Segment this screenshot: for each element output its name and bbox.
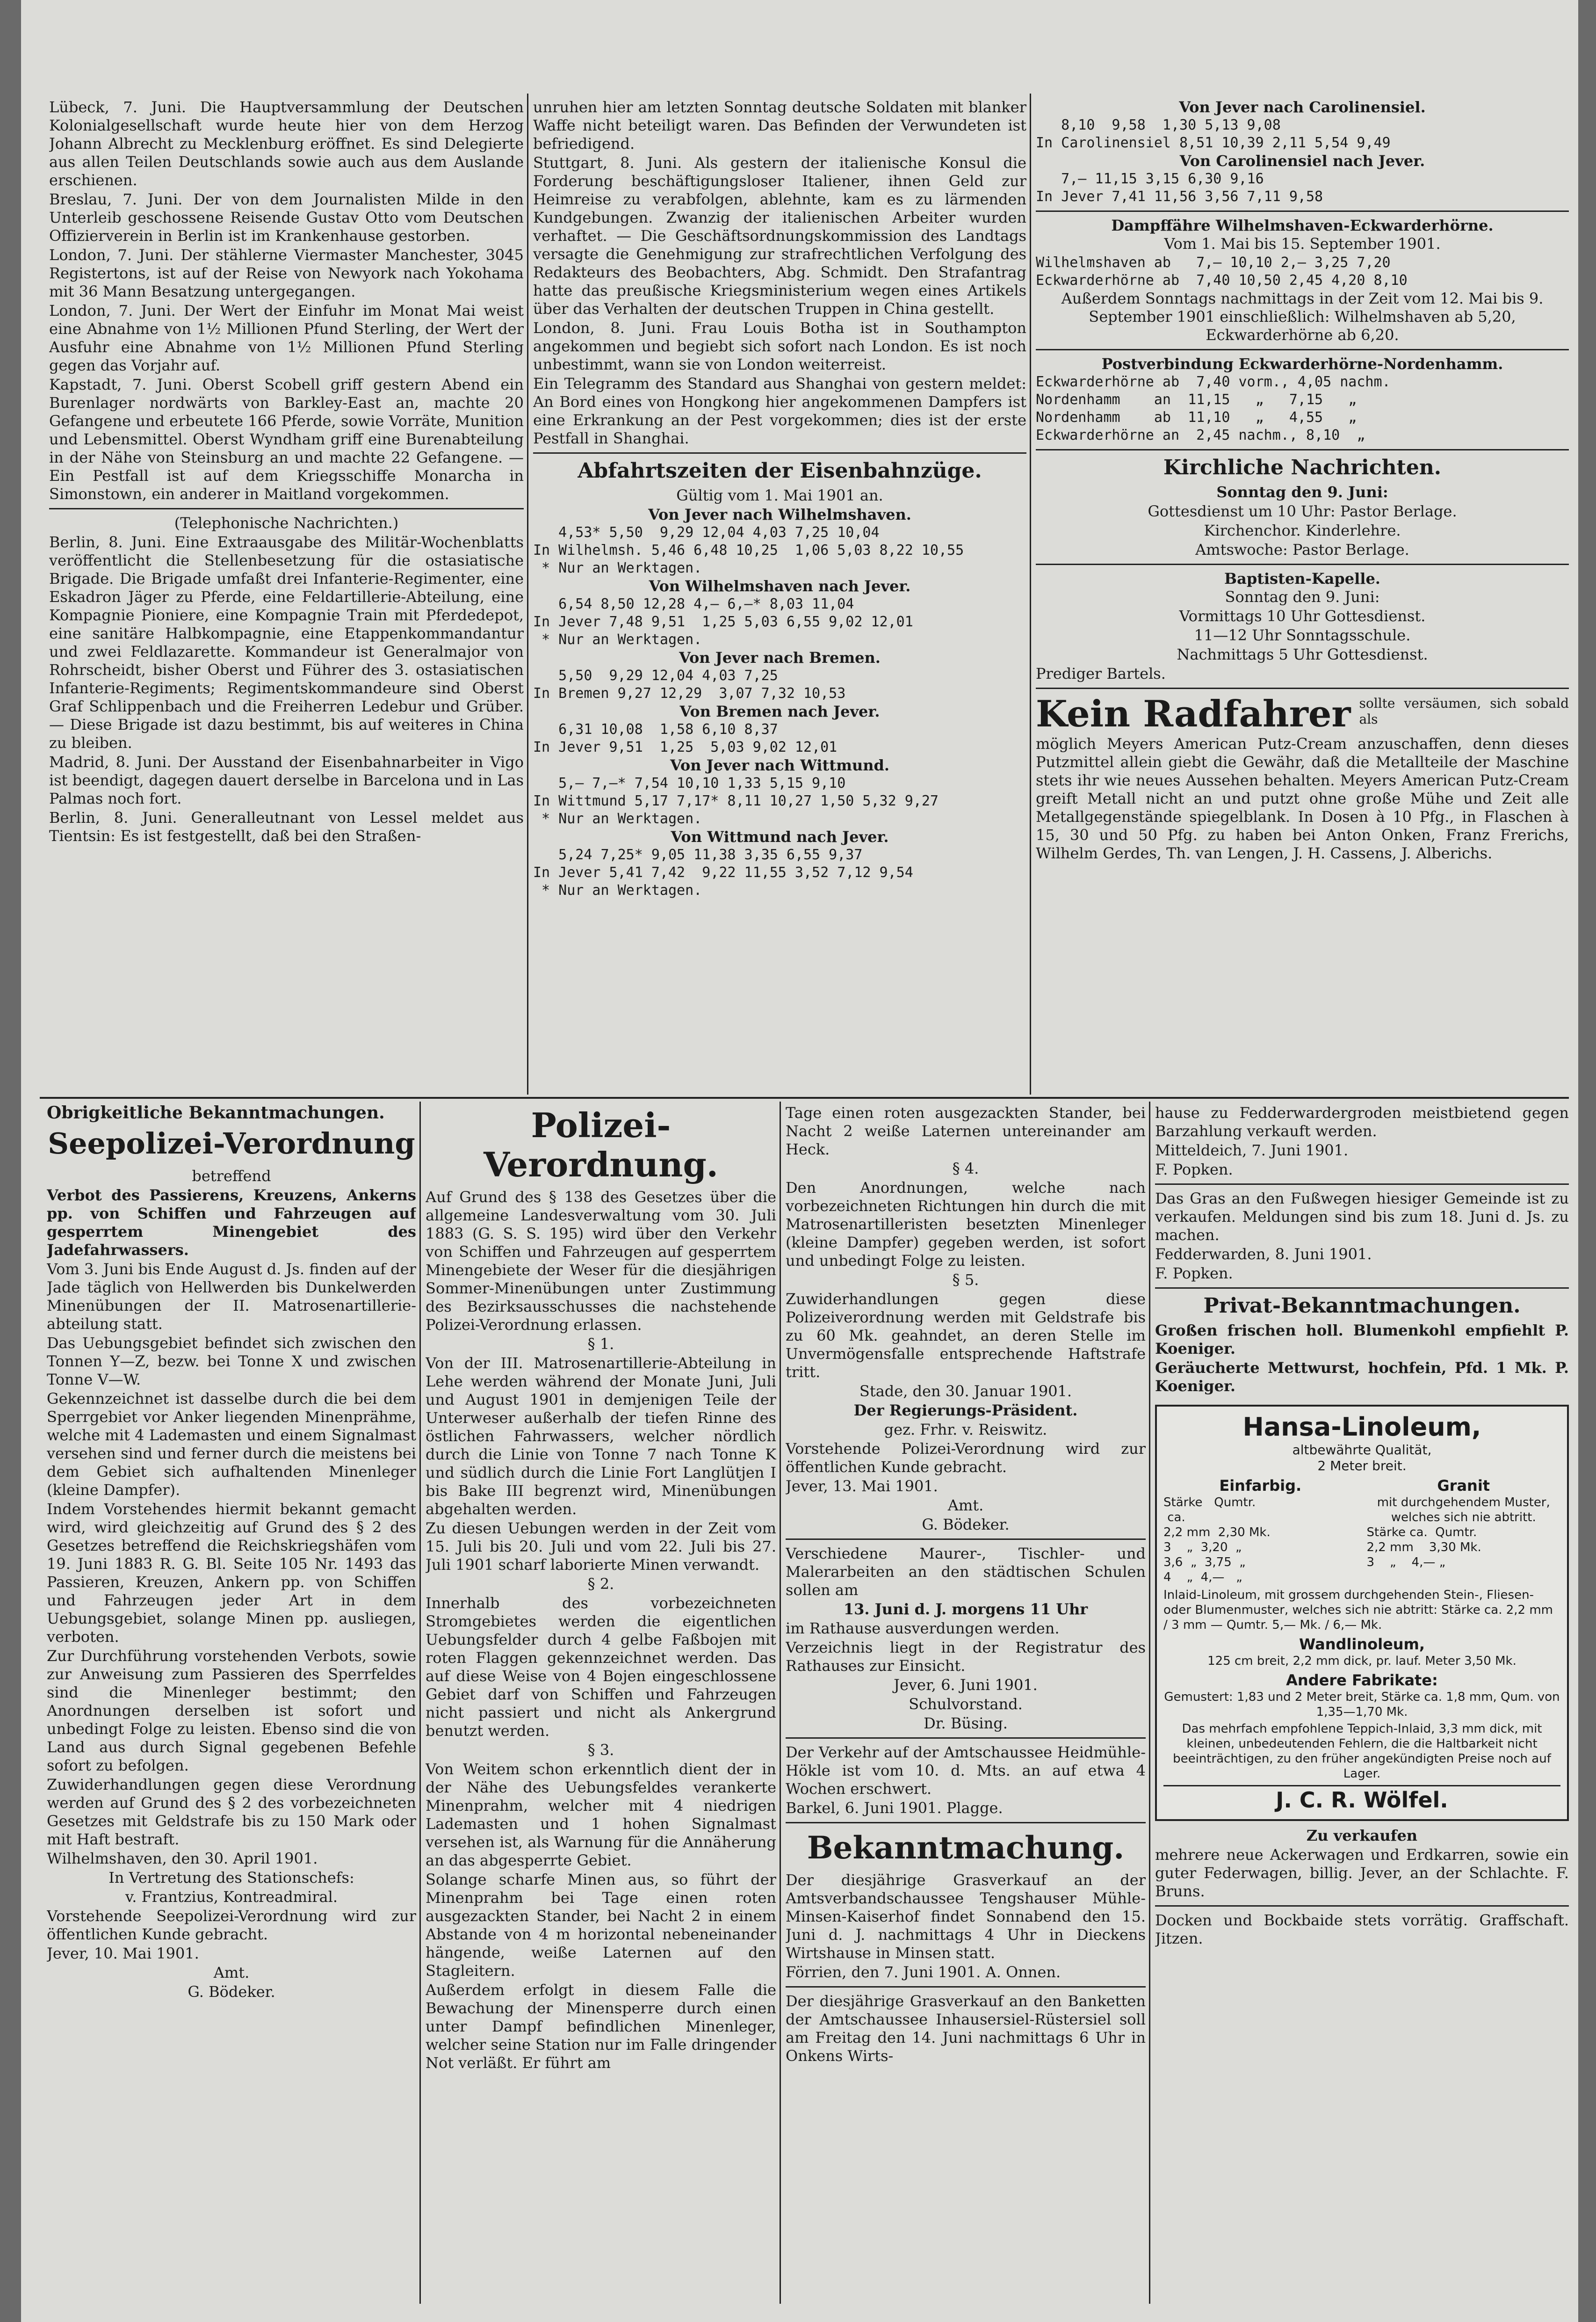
news-london-3: London, 8. Juni. Frau Louis Botha ist in Southampton angekommen und begiebt sich sofort nach London. Es ist noch unbestimmt, wann sie von London weiterreist. <box>533 319 1026 373</box>
train-route-title: Von Jever nach Bremen. <box>679 649 881 667</box>
school-works-jever: Jever, 6. Juni 1901. <box>894 1676 1038 1694</box>
train-route-times: 5,24 7,25* 9,05 11,38 3,35 6,55 9,37 <box>533 847 863 863</box>
ad-hansa-linoleum <box>1155 1405 1569 1821</box>
news-telegram: Ein Telegramm des Standard aus Shanghai von gestern meldet: An Bord eines von Hongkong hier angekommenen Dampfers ist eine Erkrankung an der Pest vorgekommen; dies ist der erste Pestfall in Shanghai. <box>533 375 1026 447</box>
fedderwarden-notice: hause zu Fedderwardergroden meistbietend gegen Barzahlung verkauft werden. <box>1155 1104 1569 1140</box>
carolinensiel-route-times: 7,— 11,15 3,15 6,30 9,16 <box>1036 171 1264 187</box>
train-route-title: Von Wilhelmshaven nach Jever. <box>649 577 911 595</box>
church-week: Amtswoche: Pastor Berlage. <box>1195 541 1409 559</box>
news-continued: unruhen hier am letzten Sonntag deutsche Soldaten mit blanker Waffe nicht beteiligt waren. Das Befinden der Verwundeten ist befriedigend. <box>533 98 1026 152</box>
divider <box>1036 449 1569 450</box>
seepolizei-amt: Amt. <box>213 1964 250 1981</box>
column-rule <box>1149 1102 1150 2304</box>
school-works-p3: Verzeichnis liegt in der Registratur des Rathauses zur Einsicht. <box>786 1639 1146 1675</box>
divider <box>1155 1183 1569 1185</box>
private-ads-title: Privat-Bekanntmachungen. <box>1203 1294 1521 1318</box>
divider <box>1155 1287 1569 1289</box>
train-route-times: 5,— 7,—* 7,54 10,10 1,33 5,15 9,10 <box>533 775 846 791</box>
train-route-times: In Wilhelmsh. 5,46 6,48 10,25 1,06 5,03 8,22 10,55 <box>533 542 964 559</box>
seepolizei-column <box>47 1104 416 2301</box>
divider <box>1036 564 1569 565</box>
grass-paths-signer: F. Popken. <box>1155 1264 1233 1282</box>
hansa-einfarbig-table: Stärke Qumtr. ca. 2,2 mm 2,30 Mk. 3 „ 3,20 „ 3,6 „ 3,75 „ 4 „ 4,— „ <box>1163 1495 1271 1584</box>
ferry-sunday-note: Außerdem Sonntags nachmittags in der Zeit vom 12. Mai bis 9. September 1901 einschließlich: Wilhelmshaven ab 5,20, Eckwarderhörne ab 6,20. <box>1061 290 1544 344</box>
news-berlin-1: Berlin, 8. Juni. Eine Extraausgabe des Militär-Wochenblatts veröffentlicht die Stellenbesetzung für die ostasiatische Brigade. Die Brigade umfaßt drei Infanterie-Regimenter, eine Eskadron Jäger zu Pferde, eine Feldartillerie-Abteilung, eine Kompagnie Pioniere, eine Kompagnie Train mit Pferdedepot, eine sanitäre Halbkompagnie, eine Etappenkommandantur und zwei Feldlazarette. Kommandeur ist Generalmajor von Rohrscheidt, bisher Oberst und Führer des 3. ostasiatischen Infanterie-Regiments; Regimentskommandeure sind Oberst Graf Schlippenbach und die Freiherren Ledebur und Grüber. — Diese Brigade ist dazu bestimmt, bis auf weiteres in China zu bleiben. <box>49 533 524 752</box>
polizei-p2: Innerhalb des vorbezeichneten Stromgebietes werden die eigentlichen Uebungsfelder durch 4 gelbe Faßbojen mit roten Flaggen gekennzeichnet werden. Das auf diese Weise von 4 Bojen eingeschlossene Gebiet darf von Schiffen und Fahrzeugen nicht passiert und nicht als Ankergrund benutzt werden. <box>426 1594 776 1740</box>
fedderwarden-signer: F. Popken. <box>1155 1161 1233 1178</box>
seepolizei-ban: Verbot des Passierens, Kreuzens, Ankerns pp. von Schiffen und Fahrzeugen auf gesperrtem Minengebiet des Jadefahrwassers. <box>47 1186 416 1259</box>
seepolizei-bodeker: G. Bödeker. <box>188 1983 275 2001</box>
polizei-p4: Den Anordnungen, welche nach vorbezeichneten Richtungen hin durch die mit Matrosenartilleristen besetzten Minenleger (kleine Dampfer) gegeben werden, ist sofort und unbedingt Folge zu leisten. <box>786 1179 1146 1270</box>
train-route-times: * Nur an Werktagen. <box>533 882 702 899</box>
polizei-p3c: Außerdem erfolgt in diesem Falle die Bewachung der Minensperre durch einen unter Dampf befindlichen Minenleger, welcher seine Station nur im Falle dringender Not verläßt. Er führt am <box>426 1981 776 2072</box>
divider <box>786 1538 1146 1540</box>
train-routes <box>533 506 1026 900</box>
polizei-s4: § 4. <box>952 1160 979 1177</box>
hansa-granit-label: Granit <box>1437 1477 1490 1495</box>
polizei-p5: Zuwiderhandlungen gegen diese Polizeiverordnung werden mit Geldstrafe bis zu 60 Mk. geahndet, an deren Stelle im Unvermögensfalle entsprechende Haftstrafe tritt. <box>786 1290 1146 1381</box>
ad-sausage: Geräucherte Mettwurst, hochfein, Pfd. 1 Mk. P. Koeniger. <box>1155 1359 1569 1395</box>
for-sale-text: mehrere neue Ackerwagen und Erdkarren, sowie ein guter Federwagen, billig. Jever, an der Schlachte. F. Bruns. <box>1155 1846 1569 1900</box>
train-route-times: * Nur an Werktagen. <box>533 631 702 648</box>
hansa-subtitle: altbewährte Qualität, <box>1292 1442 1432 1458</box>
train-route-times: In Jever 9,51 1,25 5,03 9,02 12,01 <box>533 739 838 755</box>
carolinensiel-route-times: 8,10 9,58 1,30 5,13 9,08 <box>1036 117 1281 133</box>
train-route-title: Von Bremen nach Jever. <box>679 703 880 720</box>
hansa-merchant: J. C. R. Wölfel. <box>1163 1785 1560 1814</box>
church-title: Kirchliche Nachrichten. <box>1163 456 1442 479</box>
traffic-notice: Der Verkehr auf der Amtschaussee Heidmühle-Hökle ist vom 10. d. Mts. an auf etwa 4 Wochen erschwert. <box>786 1743 1146 1798</box>
hansa-width: 2 Meter breit. <box>1317 1458 1407 1473</box>
baptist-date: Sonntag den 9. Juni: <box>1225 588 1380 606</box>
ferry-times: Wilhelmshaven ab 7,— 10,10 2,— 3,25 7,20 Eckwarderhörne ab 7,40 10,50 2,45 4,20 8,10 <box>1036 254 1408 289</box>
news-madrid: Madrid, 8. Juni. Der Ausstand der Eisenbahnarbeiter in Vigo ist beendigt, dagegen dauert derselbe in Barcelona und in Las Palmas noch fort. <box>49 753 524 807</box>
hansa-einfarbig-label: Einfarbig. <box>1219 1477 1302 1495</box>
polizei-date: Stade, den 30. Januar 1901. <box>859 1382 1072 1400</box>
polizei-s2: § 2. <box>587 1575 614 1593</box>
scan-left-edge <box>0 0 21 2322</box>
polizei-jever: Jever, 13. Mai 1901. <box>786 1477 938 1495</box>
polizei-s1: § 1. <box>587 1335 614 1353</box>
baptist-afternoon: Nachmittags 5 Uhr Gottesdienst. <box>1177 646 1428 663</box>
official-notices-heading: Obrigkeitliche Bekanntmachungen. <box>47 1104 385 1123</box>
divider <box>1155 1905 1569 1907</box>
train-route-times: 4,53* 5,50 9,29 12,04 4,03 7,25 10,04 <box>533 524 880 541</box>
news-luebeck: Lübeck, 7. Juni. Die Hauptversammlung der Deutschen Kolonialgesellschaft wurde heute hier von dem Herzog Johann Albrecht zu Mecklenburg eröffnet. Es sind Delegierte aus allen Teilen Deutschlands sowie auch aus dem Auslande erschienen. <box>49 98 524 189</box>
church-sunday: Sonntag den 9. Juni: <box>1216 483 1388 501</box>
polizei-column <box>426 1104 776 2301</box>
baptist-sunday-school: 11—12 Uhr Sonntagsschule. <box>1194 626 1411 644</box>
divider <box>786 1822 1146 1823</box>
news-column-middle <box>533 98 1026 1095</box>
divider <box>49 508 524 509</box>
polizei-publication: Vorstehende Polizei-Verordnung wird zur öffentlichen Kunde gebracht. <box>786 1440 1146 1476</box>
divider <box>1036 210 1569 212</box>
hansa-wandlinoleum-label: Wandlinoleum, <box>1299 1635 1425 1653</box>
news-breslau: Breslau, 7. Juni. Der von dem Journalisten Milde in den Unterleib geschossene Reisende Gustav Otto vom Deutschen Offizierverein in Berlin ist im Krankenhause gestorben. <box>49 190 524 245</box>
ad-kein-radfahrer-headline: Kein Radfahrer <box>1036 693 1351 735</box>
news-column-left <box>49 98 524 1095</box>
train-route-times: In Bremen 9,27 12,29 3,07 7,32 10,53 <box>533 685 846 702</box>
train-route-times: * Nur an Werktagen. <box>533 811 702 827</box>
baptist-title: Baptisten-Kapelle. <box>1224 570 1380 588</box>
traffic-signature: Barkel, 6. Juni 1901. Plagge. <box>786 1799 1003 1817</box>
polizei-p1b: Zu diesen Uebungen werden in der Zeit vom 15. Juli bis 20. Juli und vom 22. Juli bis 27. Juli 1901 scharf laborierte Minen verwandt. <box>426 1519 776 1574</box>
ad-kein-radfahrer-intro: sollte versäumen, sich sobald als <box>1359 696 1569 727</box>
polizei-title: Polizei-Verordnung. <box>484 1105 718 1184</box>
hansa-wandlinoleum-desc: 125 cm breit, 2,2 mm dick, pr. lauf. Meter 3,50 Mk. <box>1207 1654 1517 1668</box>
ad-cauliflower: Großen frischen holl. Blumenkohl empfiehlt P. Koeniger. <box>1155 1321 1569 1357</box>
ferry-title: Dampffähre Wilhelmshaven-Eckwarderhörne. <box>1111 217 1494 234</box>
baptist-preacher: Prediger Bartels. <box>1036 665 1166 682</box>
train-route-times: In Jever 5,41 7,42 9,22 11,55 3,52 7,12 9,54 <box>533 864 913 881</box>
news-london-1: London, 7. Juni. Der stählerne Viermaster Manchester, 3045 Registertons, ist auf der Reise von Newyork nach Yokohama mit 36 Mann Besatzung untergegangen. <box>49 246 524 300</box>
train-route-title: Von Jever nach Wilhelmshaven. <box>648 506 911 523</box>
seepolizei-place: Wilhelmshaven, den 30. April 1901. <box>47 1850 318 1867</box>
notices-column <box>786 1104 1146 2301</box>
school-works-board: Schulvorstand. <box>909 1695 1023 1713</box>
train-route-times: * Nur an Werktagen. <box>533 560 702 576</box>
church-service: Gottesdienst um 10 Uhr: Pastor Berlage. <box>1148 502 1457 520</box>
polizei-continued: Tage einen roten ausgezackten Stander, bei Nacht 2 weiße Laternen untereinander am Heck. <box>786 1104 1146 1158</box>
polizei-president: Der Regierungs-Präsident. <box>853 1401 1078 1419</box>
polizei-s5: § 5. <box>952 1271 979 1289</box>
school-works-date: 13. Juni d. J. morgens 11 Uhr <box>843 1600 1088 1618</box>
announcement-title: Bekanntmachung. <box>807 1829 1125 1866</box>
post-times: Eckwarderhörne ab 7,40 vorm., 4,05 nachm. Nordenhamm an 11,15 „ 7,15 „ Nordenhamm ab 11,10 „ 4,55 „ Eckwarderhörne an 2,45 nachm., 8,10 „ <box>1036 374 1391 443</box>
hansa-teppich: Das mehrfach empfohlene Teppich-Inlaid, 3,3 mm dick, mit kleinen, unbedeutenden Fehlern, die die Haltbarkeit nicht beeinträchtigen, zu den früher angekündigten Preise noch auf Lager. <box>1173 1722 1551 1781</box>
hansa-granit-desc: mit durchgehendem Muster, welches sich nie abtritt. <box>1377 1495 1550 1524</box>
seepolizei-deputy: In Vertretung des Stationschefs: <box>108 1869 354 1887</box>
seepolizei-title: Seepolizei-Verordnung <box>48 1126 415 1161</box>
divider <box>1036 349 1569 350</box>
seepolizei-p3: Gekennzeichnet ist dasselbe durch die bei dem Sperrgebiet vor Anker liegenden Minenprähme, welche mit 4 Lademasten und einem Signalmast versehen sind und ferner durch die meistens bei dem Gebiet sich aufhaltenden Minenleger (kleine Dampfer). <box>47 1390 416 1499</box>
news-stuttgart: Stuttgart, 8. Juni. Als gestern der italienische Konsul die Forderung beschäftigungsloser Italiener, ihnen Geld zur Heimreise zu verabfolgen, ablehnte, kam es zu lärmenden Kundgebungen. Zwanzig der italienischen Arbeiter wurden verhaftet. — Die Geschäftsordnungskommission des Landtags versagte die Genehmigung zur strafrechtlichen Verfolgung des Redakteurs des Beobachters, Abg. Schmidt. Den Strafantrag hatte das preußische Kriegsministerium wegen eines Artikels über das Verhalten der deutschen Truppen in China gestellt. <box>533 154 1026 318</box>
column-rule <box>1030 94 1031 1095</box>
news-kapstadt: Kapstadt, 7. Juni. Oberst Scobell griff gestern Abend ein Burenlager nordwärts von Barkley-East an, machte 20 Gefangene und erbeutete 166 Pferde, sowie Vorräte, Munition und Lebensmittel. Oberst Wyndham griff eine Burenabteilung in der Nähe von Steinsburg an und machte 22 Gefangene. — Ein Pestfall ist auf dem Kriegsschiffe Monarcha in Simonstown, ein anderer in Maitland vorgekommen. <box>49 376 524 503</box>
ferry-column <box>1036 98 1569 1095</box>
seepolizei-p5: Zur Durchführung vorstehenden Verbots, sowie zur Anweisung zum Passieren des Sperrfeldes sind die Minenleger bestimmt; den Anordnungen derselben ist sofort und unbedingt Folge zu leisten. Ebenso sind die von Land aus durch Signal gegebenen Befehle sofort zu befolgen. <box>47 1647 416 1774</box>
hansa-granit-table: Stärke ca. Qumtr. 2,2 mm 3,30 Mk. 3 „ 4,— „ <box>1366 1525 1481 1569</box>
grass-sale-text: Der diesjährige Grasverkauf an der Amtsverbandschaussee Tengshauser Mühle-Minsen-Kaiserhof findet Sonnabend den 15. Juni d. J. nachmittags 4 Uhr in Dieckens Wirtshause in Minsen statt. <box>786 1871 1146 1962</box>
seepolizei-jever: Jever, 10. Mai 1901. <box>47 1945 199 1962</box>
seepolizei-p2: Das Uebungsgebiet befindet sich zwischen den Tonnen Y—Z, bezw. bei Tonne X und zwischen Tonne V—W. <box>47 1334 416 1388</box>
school-works-p1: Verschiedene Maurer-, Tischler- und Malerarbeiten an den städtischen Schulen sollen am <box>786 1545 1146 1599</box>
school-works-p2: im Rathause ausverdungen werden. <box>786 1619 1060 1637</box>
grass-sale-signature: Förrien, den 7. Juni 1901. A. Onnen. <box>786 1963 1061 1981</box>
carolinensiel-route-title: Von Carolinensiel nach Jever. <box>1179 152 1425 170</box>
seepolizei-publication: Vorstehende Seepolizei-Verordnung wird zur öffentlichen Kunde gebracht. <box>47 1907 416 1943</box>
polizei-preamble: Auf Grund des § 138 des Gesetzes über die allgemeine Landesverwaltung vom 30. Juli 1883 (G. S. S. 195) wird über den Verkehr von Schiffen und Fahrzeugen auf gesperrtem Minengebiete der Weser für die diesjährigen Sommer-Minenübungen unter Zustimmung des Bezirksausschusses die nachstehende Polizei-Verordnung erlassen. <box>426 1188 776 1334</box>
train-route-times: In Jever 7,48 9,51 1,25 5,03 6,55 9,02 12,01 <box>533 614 913 630</box>
carolinensiel-route-times: In Carolinensiel 8,51 10,39 2,11 5,54 9,49 <box>1036 135 1391 151</box>
grass-count-text: Der diesjährige Grasverkauf an den Banketten der Amtschaussee Inhausersiel-Rüstersiel soll am Freitag den 14. Juni nachmittags 6 Uhr in Onkens Wirts- <box>786 1992 1146 2065</box>
baptist-morning: Vormittags 10 Uhr Gottesdienst. <box>1179 607 1426 625</box>
train-timetable-title: Abfahrtszeiten der Eisenbahnzüge. <box>578 459 982 483</box>
polizei-p3: Von Weitem schon erkenntlich dient der in der Nähe des Uebungsfeldes verankerte Minenprahm, welcher mit 4 niedrigen Lademasten und 1 hohen Signalmast versehen ist, als Warnung für die Annäherung an das abgesperrte Gebiet. <box>426 1760 776 1869</box>
seepolizei-p4: Indem Vorstehendes hiermit bekannt gemacht wird, wird gleichzeitig auf Grund des § 2 des Gesetzes betreffend die Reichskriegshäfen vom 19. Juni 1883 R. G. Bl. Seite 105 Nr. 1493 das Passieren, Kreuzen, Ankern pp. von Schiffen und Fahrzeugen jeder Art in dem Uebungsgebiet, solange Minen pp. ausliegen, verboten. <box>47 1500 416 1646</box>
divider <box>786 1986 1146 1988</box>
hansa-other-desc: Gemustert: 1,83 und 2 Meter breit, Stärke ca. 1,8 mm, Qum. von 1,35—1,70 Mk. <box>1164 1690 1560 1719</box>
ferry-routes <box>1036 98 1569 206</box>
hansa-inlaid: Inlaid-Linoleum, mit grossem durchgehenden Stein-, Fliesen- oder Blumenmuster, welches sich nie abtritt: Stärke ca. 2,2 mm / 3 mm — Qumtr. 5,— Mk. / 6,— Mk. <box>1163 1588 1553 1632</box>
school-works-signer: Dr. Büsing. <box>924 1714 1008 1732</box>
hansa-title: Hansa-Linoleum, <box>1242 1412 1481 1442</box>
church-choir: Kirchenchor. Kinderlehre. <box>1204 522 1401 539</box>
ferry-period: Vom 1. Mai bis 15. September 1901. <box>1164 235 1441 253</box>
news-berlin-2: Berlin, 8. Juni. Generalleutnant von Lessel meldet aus Tientsin: Es ist festgestellt, daß bei den Straßen- <box>49 809 524 845</box>
post-connection-title: Postverbindung Eckwarderhörne-Nordenhamm. <box>1101 355 1503 373</box>
ad-kein-radfahrer-body: möglich Meyers American Putz-Cream anzuschaffen, denn dieses Putzmittel allein giebt die Gewähr, daß die Metallteile der Maschine stets ihr wie neues Aussehen behalten. Meyers American Putz-Cream greift Metall nicht an und putzt ohne große Mühe und Zeit alle Metallgegenstände spiegelblank. In Dosen à 10 Pfg., in Flaschen à 15, 30 und 50 Pfg. zu haben bei Anton Onken, Franz Frerichs, Wilhelm Gerdes, Th. van Lengen, J. H. Cassens, J. Alberichs. <box>1036 735 1569 862</box>
column-rule <box>527 94 528 1095</box>
polizei-p3b: Solange scharfe Minen aus, so führt der Minenprahm bei Tage einen roten ausgezackten Stander, bei Nacht 2 in einem Abstande von 4 m horizontal nebeneinander hängende, weiße Laternen auf den Stagleitern. <box>426 1871 776 1980</box>
carolinensiel-route-times: In Jever 7,41 11,56 3,56 7,11 9,58 <box>1036 189 1323 205</box>
column-rule <box>419 1102 421 2304</box>
train-route-times: 5,50 9,29 12,04 4,03 7,25 <box>533 668 778 684</box>
seepolizei-p1: Vom 3. Juni bis Ende August d. Js. finden auf der Jade täglich von Hellwerden bis Dunkelwerden Minenübungen der II. Matrosenartillerie-abteilung statt. <box>47 1260 416 1333</box>
seepolizei-subtitle: betreffend <box>192 1167 271 1185</box>
fedderwarden-place: Mitteldeich, 7. Juni 1901. <box>1155 1141 1349 1159</box>
train-route-times: 6,54 8,50 12,28 4,— 6,—* 8,03 11,04 <box>533 596 854 612</box>
grass-paths-place: Fedderwarden, 8. Juni 1901. <box>1155 1245 1372 1263</box>
train-timetable-valid: Gültig vom 1. Mai 1901 an. <box>676 486 883 504</box>
column-rule <box>780 1102 781 2304</box>
train-route-times: In Wittmund 5,17 7,17* 8,11 10,27 1,50 5,32 9,27 <box>533 793 939 809</box>
polizei-bodeker: G. Bödeker. <box>922 1516 1010 1533</box>
private-ads-column <box>1155 1104 1569 2301</box>
scan-right-edge <box>1578 0 1596 2322</box>
hansa-other-label: Andere Fabrikate: <box>1286 1671 1438 1689</box>
train-route-title: Von Wittmund nach Jever. <box>671 828 889 846</box>
section-rule <box>40 1097 1569 1099</box>
polizei-s3: § 3. <box>587 1741 614 1759</box>
divider <box>1036 688 1569 689</box>
telephonic-heading: (Telephonische Nachrichten.) <box>174 514 399 532</box>
polizei-signed: gez. Frhr. v. Reiswitz. <box>884 1421 1047 1438</box>
train-route-times: 6,31 10,08 1,58 6,10 8,37 <box>533 721 778 738</box>
carolinensiel-route-title: Von Jever nach Carolinensiel. <box>1179 98 1426 116</box>
seepolizei-p6: Zuwiderhandlungen gegen diese Verordnung werden auf Grund des § 2 des vorbezeichneten Gesetzes mit Geldstrafe bis zu 150 Mark oder mit Haft bestraft. <box>47 1776 416 1848</box>
polizei-p1: Von der III. Matrosenartillerie-Abteilung in Lehe werden während der Monate Juni, Juli und August 1901 in demjenigen Teile der Unterweser außerhalb der tiefen Rinne des östlichen Fahrwassers, welcher nördlich durch die Linie von Tonne 7 nach Tonne K und südlich durch die Linie Fort Langlütjen I bis Bake III begrenzt wird, Minenübungen abgehalten werden. <box>426 1354 776 1518</box>
polizei-amt: Amt. <box>947 1496 984 1514</box>
train-route-title: Von Jever nach Wittmund. <box>670 756 889 774</box>
grass-paths-notice: Das Gras an den Fußwegen hiesiger Gemeinde ist zu verkaufen. Meldungen sind bis zum 18. Juni d. Js. zu machen. <box>1155 1190 1569 1244</box>
paper-sheet <box>21 0 1578 2322</box>
seepolizei-signer: v. Frantzius, Kontreadmiral. <box>125 1888 338 1906</box>
divider <box>533 452 1026 454</box>
divider <box>786 1737 1146 1739</box>
docken-notice: Docken und Bockbaide stets vorrätig. Graffschaft. Jitzen. <box>1155 1911 1569 1947</box>
news-london-2: London, 7. Juni. Der Wert der Einfuhr im Monat Mai weist eine Abnahme von 1½ Millionen Pfund Sterling, der Wert der Ausfuhr eine Abnahme von 1½ Millionen Pfund Sterling gegen das Vorjahr auf. <box>49 302 524 374</box>
for-sale-title: Zu verkaufen <box>1306 1827 1418 1844</box>
